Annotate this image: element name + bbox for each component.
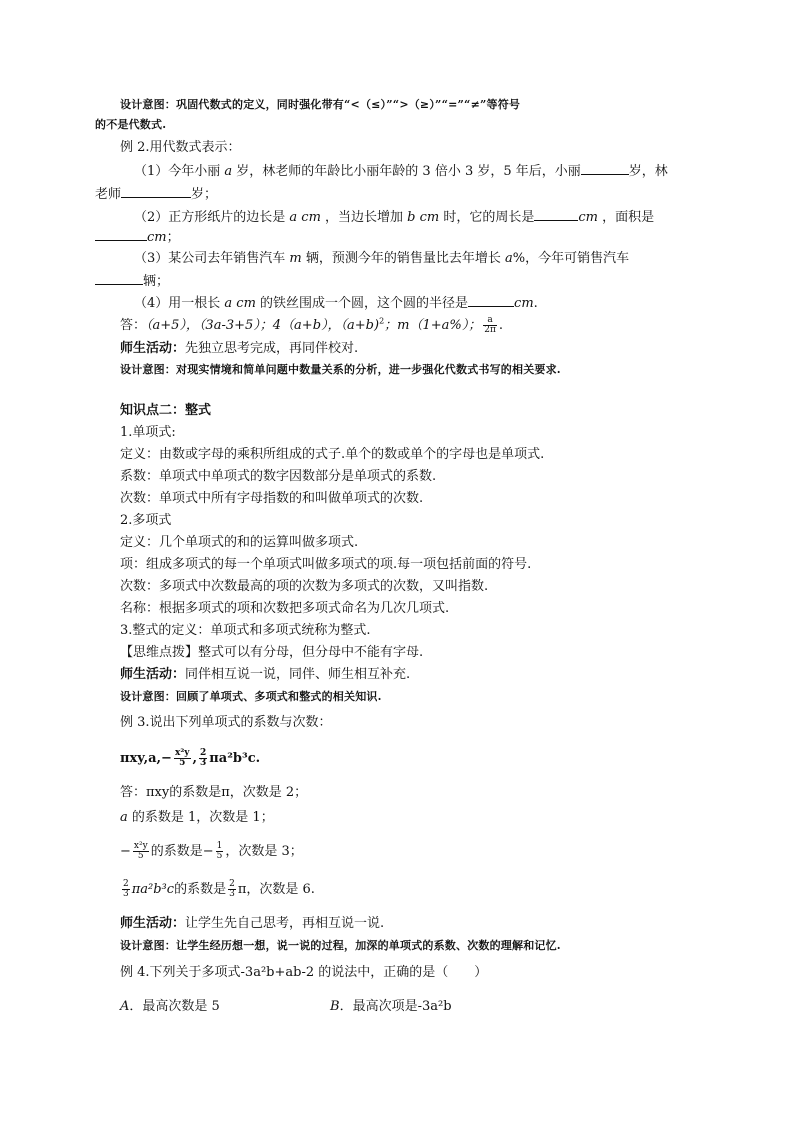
example-2-q4: （4）用一根长 a cm 的铁丝围成一个圆，这个圆的半径是 cm. [134,296,538,311]
kp2-polynomial-definition: 定义：几个单项式的和的运算叫做多项式. [120,535,359,550]
example-3-answer-2: a 的系数是 1，次数是 1； [120,810,274,825]
kp2-monomial-definition: 定义：由数或字母的乘积所组成的式子.单个的数或单个的字母也是单项式. [120,447,545,462]
kp2-thinking-tip: 【思维点拨】整式可以有分母，但分母中不能有字母. [120,645,424,660]
example-2-q3-line2: 辆； [95,272,169,291]
fraction: $\frac{2}{3}$ [200,748,207,768]
example-2-q1-line1: （1）今年小丽 a 岁，林老师的年龄比小丽年龄的 3 倍小 3 岁，5 年后，小丽 岁，林 [134,164,668,179]
knowledge-point-2-title: 知识点二：整式 [120,403,212,418]
example-4-title: 例 4.下列关于多项式-3a²b+ab-2 的说法中，正确的是（ ） [120,965,488,980]
example-2-title: 例 2.用代数式表示： [120,140,241,155]
answer-blank[interactable] [534,208,578,221]
example-4-option-a[interactable]: A．最高次数是 5 [120,999,220,1014]
example-2-q3-line1: （3）某公司去年销售汽车 m 辆，预测今年的销售量比去年增长 a%，今年可销售汽车 [134,251,630,266]
kp2-polynomial-name: 名称：根据多项式的项和次数把多项式命名为几次几项式. [120,601,450,616]
example-3-monomial-list: πxy,a,− $\frac{\text{x²y}}{5}$ , $\frac{2}{3}$ πa²b³c. [120,748,261,768]
example-3-answer-4: $\frac{2}{3}$ πa²b³c的系数是 $\frac{2}{3}$ π，次数是 6. [123,879,315,899]
example-3-title: 例 3.说出下列单项式的系数与次数： [120,715,332,730]
example-3-design-intent: 设计意图：让学生经历想一想，说一说的过程，加深的单项式的系数、次数的理解和记忆. [120,939,561,952]
fraction: $\frac{\text{x²y}}{5}$ [133,841,148,861]
kp2-polynomial-heading: 2.多项式 [120,513,172,528]
kp2-polynomial-degree: 次数：多项式中次数最高的项的次数为多项式的次数，又叫指数. [120,579,489,594]
example-2-q2-line1: （2）正方形纸片的边长是 a cm ，当边长增加 b cm 时，它的周长是 cm ，面积是 [134,210,655,225]
kp2-activity: 师生活动：同伴相互说一说，同伴、师生相互补充. [120,667,411,682]
example-4-option-b[interactable]: B．最高次项是-3a²b [330,999,452,1014]
kp2-polynomial-term: 项：组成多项式的每一个单项式叫做多项式的项.每一项包括前面的符号. [120,557,532,572]
kp2-design-intent: 设计意图：回顾了单项式、多项式和整式的相关知识. [120,690,382,703]
example-3-answer-3: − $\frac{\text{x²y}}{5}$ 的系数是− $\frac{1}{5}$ ，次数是 3； [120,841,303,861]
answer-blank[interactable] [468,294,514,307]
example-3-answer-1: 答：πxy的系数是π，次数是 2； [120,785,308,800]
example-2-q1-line2: 老师 岁； [95,187,218,202]
example-3-activity: 师生活动：让学生先自己思考，再相互说一说. [120,916,385,931]
fraction: $\frac{a}{2\pi}$ [484,315,496,335]
design-intent-1: 设计意图：巩固代数式的定义，同时强化带有“<（≤）”“>（≥）”“=”“≠”等符号 [120,98,521,111]
kp2-monomial-coefficient: 系数：单项式中单项式的数字因数部分是单项式的系数. [120,469,437,484]
example-2-answer: 答：（a+5），（3a-3+5）；4（a+b），（a+b)$^2$；m（1+a%）； $\frac{a}{2\pi}$ . [120,315,504,335]
fraction: $\frac{2}{3}$ [123,879,129,899]
kp2-monomial-heading: 1.单项式: [120,425,176,440]
design-intent-1-cont: 的不是代数式. [95,118,167,131]
answer-blank[interactable] [95,272,143,285]
example-2-design-intent: 设计意图：对现实情境和简单问题中数量关系的分析，进一步强化代数式书写的相关要求. [120,363,561,376]
example-2-q2-line2: cm； [95,228,180,247]
kp2-monomial-degree: 次数：单项式中所有字母指数的和叫做单项式的次数. [120,491,424,506]
answer-blank[interactable] [121,185,191,198]
answer-blank[interactable] [581,162,629,175]
fraction: $\frac{2}{3}$ [229,879,235,899]
example-2-activity: 师生活动：先独立思考完成，再同伴校对. [120,341,359,356]
fraction: $\frac{1}{5}$ [216,841,223,861]
kp2-integral-expression: 3.整式的定义：单项式和多项式统称为整式. [120,623,371,638]
answer-blank[interactable] [95,228,147,241]
fraction: $\frac{\text{x²y}}{5}$ [174,748,190,768]
